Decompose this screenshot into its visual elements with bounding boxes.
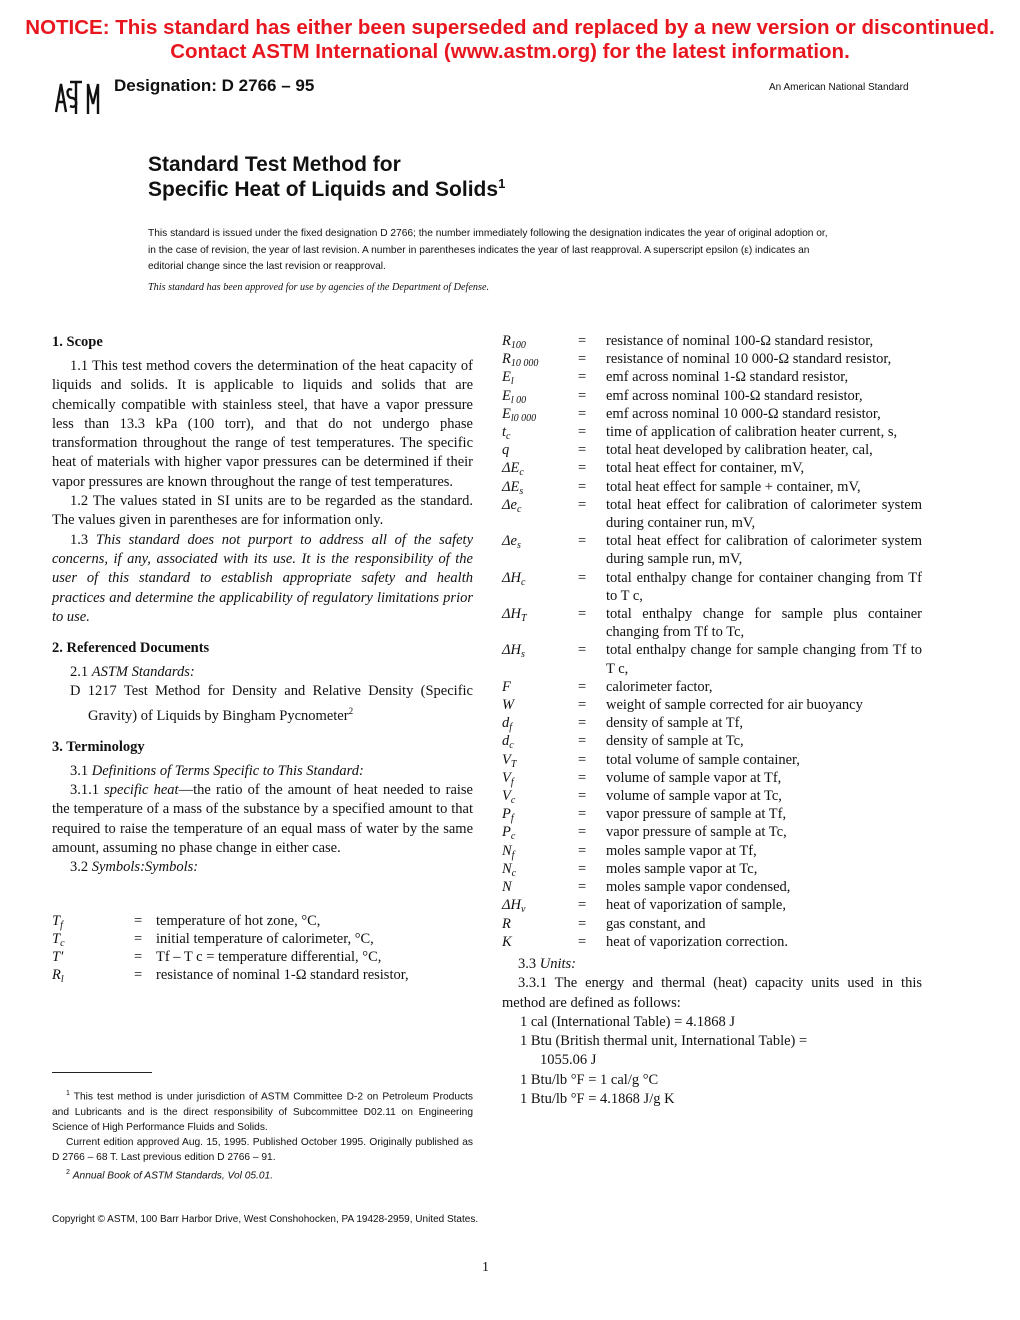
symbol-definition: Tf – T c = temperature differential, °C, xyxy=(156,948,382,965)
scope-1-3 xyxy=(52,531,473,627)
symbol xyxy=(502,569,578,605)
symbol-sub: c xyxy=(510,795,516,807)
symbol-main: Δe xyxy=(502,496,517,513)
symbol-definition: resistance of nominal 1-Ω standard resistor, xyxy=(156,966,409,983)
symbol-equals: = xyxy=(578,769,587,786)
symbol-main: V xyxy=(502,769,511,786)
symbol-row xyxy=(502,678,922,696)
symbol-main: ΔE xyxy=(502,460,520,477)
symbol-row xyxy=(52,948,473,966)
symbol-definition: resistance of nominal 100-Ω standard resistor, xyxy=(606,333,874,349)
symbol-equals: = xyxy=(578,369,587,386)
symbol-main: N xyxy=(502,879,512,896)
symbol-definition: heat of vaporization correction. xyxy=(606,933,788,950)
symbol-row xyxy=(52,930,473,948)
symbol-equals: = xyxy=(578,824,587,841)
symbol-definition: moles sample vapor at Tc, xyxy=(606,860,758,877)
left-column xyxy=(52,326,473,984)
symbol-equals: = xyxy=(134,912,143,929)
notice-line-2: Contact ASTM International (www.astm.org) for the latest information. xyxy=(170,40,850,63)
symbol-definition: moles sample vapor condensed, xyxy=(606,879,791,896)
symbol-equals: = xyxy=(578,442,587,459)
symbol-sub: T xyxy=(510,758,517,770)
footnote-1b: Current edition approved Aug. 15, 1995. Published October 1995. Originally published as D 2766 – 68 T. Last previous edition D 2766 – 91. xyxy=(52,1137,473,1164)
symbol-equals: = xyxy=(578,879,587,896)
symbol-equals: = xyxy=(578,460,587,477)
footnote-rule xyxy=(52,1072,152,1073)
scope-1-3-num: 1.3 xyxy=(70,531,96,548)
symbol-definition: calorimeter factor, xyxy=(606,678,713,695)
units-3-3-text: Units: xyxy=(539,955,576,972)
refdocs-heading: 2. Referenced Documents xyxy=(52,640,210,657)
symbol-definition: vapor pressure of sample at Tf, xyxy=(606,806,787,823)
terminology-3-1 xyxy=(52,762,473,781)
symbol-sub: c xyxy=(519,467,524,479)
symbol-main: F xyxy=(502,678,511,695)
footnote-2 xyxy=(52,1165,473,1184)
symbol-definition: density of sample at Tf, xyxy=(606,715,744,732)
terminology-3-1-1-text: —the ratio of the amount of heat needed to raise the temperature of a mass of the substance by a specified amount to that required to raise the temperature of an equal mass of water by the same amount, assuming no phase change in either case. xyxy=(52,782,473,857)
footnote-1-text: This test method is under jurisdiction of ASTM Committee D-2 on Petroleum Products and Lubricants and is the direct responsibility of Subcommittee D02.11 on Engineering Science of High Performance Fluids and Solids. xyxy=(52,1091,474,1133)
symbol-equals: = xyxy=(578,478,587,495)
symbol-main: ΔH xyxy=(502,642,521,659)
symbol-equals: = xyxy=(578,697,587,714)
unit-eq-cal: 1 cal (International Table) = 4.1868 J xyxy=(520,1013,736,1030)
scope-1-2: 1.2 The values stated in SI units are to be regarded as the standard. The values given in parentheses are for information only. xyxy=(52,493,473,529)
refdocs-d1217-fn: 2 xyxy=(348,705,354,716)
scope-1-3-text: This standard does not purport to address all of the safety concerns, if any, associated with its use. It is the responsibility of the user of this standard to establish appropriate safety and health practices and determine the applicability of regulatory limitations prior to use. xyxy=(52,531,474,625)
symbol-main: N xyxy=(502,842,512,859)
scope-heading: 1. Scope xyxy=(52,334,103,350)
symbol-row xyxy=(502,441,922,459)
symbol xyxy=(52,912,134,930)
symbol-row xyxy=(502,696,922,714)
symbol-row xyxy=(502,787,922,805)
symbol-definition: heat of vaporization of sample, xyxy=(606,897,786,914)
symbol-row xyxy=(502,496,922,532)
symbol-sub: c xyxy=(509,740,514,752)
unit-eq-btu-lb-1: 1 Btu/lb °F = 1 cal/g °C xyxy=(520,1071,659,1088)
symbol xyxy=(502,896,578,914)
units-3-3-1: 3.3.1 The energy and thermal (heat) capacity units used in this method are defined as follows: xyxy=(502,975,922,1011)
symbol xyxy=(502,933,578,951)
symbol-sub: c xyxy=(511,867,517,879)
symbol-equals: = xyxy=(578,387,587,404)
symbol-definition: resistance of nominal 10 000-Ω standard resistor, xyxy=(606,351,892,368)
symbol-sub: l xyxy=(60,973,64,985)
symbol-row xyxy=(502,878,922,896)
symbol-definition: total heat developed by calibration heater, cal, xyxy=(606,442,873,459)
symbol-definition: gas constant, and xyxy=(606,915,706,932)
unit-eq-btu-value: 1055.06 J xyxy=(540,1052,597,1069)
symbol-definition: emf across nominal 100-Ω standard resistor, xyxy=(606,387,863,404)
title-footnote-mark: 1 xyxy=(498,176,506,191)
symbol-sub: f xyxy=(510,813,514,825)
symbol-definition: initial temperature of calorimeter, °C, xyxy=(156,930,374,947)
symbol xyxy=(502,915,578,933)
title-line-1: Standard Test Method for xyxy=(148,153,401,176)
symbol-definition: volume of sample vapor at Tf, xyxy=(606,769,782,786)
footnote-2-mark: 2 xyxy=(66,1169,70,1177)
symbol-sub: 10 000 xyxy=(510,358,539,370)
symbol-row xyxy=(502,368,922,386)
symbol-row xyxy=(502,842,922,860)
symbol-sub: c xyxy=(520,576,526,588)
symbol-main: R xyxy=(502,333,511,349)
refdocs-d1217 xyxy=(70,682,473,725)
symbol-sub: v xyxy=(520,904,526,916)
symbol-equals: = xyxy=(578,642,587,659)
symbol-definition: total heat effect for sample + container, mV, xyxy=(606,478,861,495)
symbol-sub: 100 xyxy=(510,340,526,351)
symbol-equals: = xyxy=(578,533,587,550)
unit-eq-btu-lb-2: 1 Btu/lb °F = 4.1868 J/g K xyxy=(520,1090,675,1107)
symbol-definition: total enthalpy change for sample changing from Tf to T c, xyxy=(606,642,922,677)
symbol-sub: s xyxy=(519,485,524,497)
symbol-row xyxy=(502,532,922,568)
symbol-definition: vapor pressure of sample at Tc, xyxy=(606,824,787,841)
footnotes xyxy=(52,1086,473,1184)
symbol xyxy=(502,823,578,841)
symbol-equals: = xyxy=(578,897,587,914)
symbol xyxy=(502,496,578,532)
symbol xyxy=(502,532,578,568)
symbol-sub: f xyxy=(511,849,515,861)
symbol-row xyxy=(502,805,922,823)
symbol-main: R xyxy=(52,966,61,983)
symbol-row xyxy=(52,912,473,930)
symbol-definition: emf across nominal 10 000-Ω standard resistor, xyxy=(606,405,881,422)
american-national-standard: An American National Standard xyxy=(769,82,909,93)
symbol xyxy=(502,423,578,441)
symbol-definition: temperature of hot zone, °C, xyxy=(156,912,321,929)
symbol-row xyxy=(502,823,922,841)
symbol-main: E xyxy=(502,405,511,422)
symbol-row xyxy=(502,350,922,368)
symbol xyxy=(502,350,578,368)
terminology-3-1-text: Definitions of Terms Specific to This Standard: xyxy=(91,762,364,779)
symbol-sub: c xyxy=(516,503,522,515)
symbol-main: Δe xyxy=(502,533,517,550)
symbol-main: R xyxy=(502,915,511,932)
symbol-definition: weight of sample corrected for air buoyancy xyxy=(606,697,863,714)
symbol xyxy=(502,805,578,823)
symbol-sub: l xyxy=(510,376,514,388)
symbol xyxy=(502,478,578,496)
terminology-3-2-num: 3.2 xyxy=(70,859,92,876)
symbol-definition: moles sample vapor at Tf, xyxy=(606,842,757,859)
symbol-equals: = xyxy=(578,806,587,823)
symbol xyxy=(502,769,578,787)
symbol-main: T′ xyxy=(52,948,64,965)
symbol-main: t xyxy=(502,424,507,441)
units-section xyxy=(502,955,922,1109)
symbol xyxy=(502,787,578,805)
symbol-row xyxy=(502,915,922,933)
symbol-main: ΔH xyxy=(502,897,521,914)
symbol xyxy=(502,332,578,350)
symbol xyxy=(502,678,578,696)
footnote-1-mark: 1 xyxy=(66,1090,70,1097)
symbol-row xyxy=(502,933,922,951)
symbol-equals: = xyxy=(578,606,587,623)
symbol-sub: c xyxy=(510,831,516,843)
refdocs-d1217-text: D 1217 Test Method for Density and Relative Density (Specific Gravity) of Liquids by Bingham Pycnometer xyxy=(70,683,473,724)
symbol-equals: = xyxy=(578,333,587,349)
symbol-row xyxy=(502,423,922,441)
symbol-sub: c xyxy=(506,431,511,443)
scope-1-1: 1.1 This test method covers the determination of the heat capacity of liquids and solids. It is applicable to liquids and solids that are chemically compatible with stainless steel, that have a vapor pressure less than 13.3 kPa (100 torr), and that do not undergo phase transformation throughout the range of test temperatures. The specific heat of materials with higher vapor pressures can be determined if their vapor pressures are known throughout the range of test temperatures. xyxy=(52,358,473,490)
symbol-equals: = xyxy=(578,915,587,932)
symbol-row xyxy=(502,896,922,914)
symbol xyxy=(502,387,578,405)
symbol-equals: = xyxy=(578,860,587,877)
units-3-3 xyxy=(518,955,922,974)
symbol xyxy=(502,441,578,459)
refdocs-2-1-num: 2.1 xyxy=(70,664,92,681)
symbol-equals: = xyxy=(578,351,587,368)
symbol-definition: total enthalpy change for sample plus container changing from Tf to Tc, xyxy=(606,606,922,641)
symbol xyxy=(502,860,578,878)
symbol xyxy=(502,405,578,423)
footnote-1 xyxy=(52,1086,473,1135)
symbol-equals: = xyxy=(134,948,143,965)
symbol-sub: s xyxy=(516,540,521,552)
title-line-2 xyxy=(148,176,505,202)
symbol-equals: = xyxy=(578,678,587,695)
symbol-equals: = xyxy=(578,788,587,805)
symbol-equals: = xyxy=(578,496,587,513)
symbol-definition: density of sample at Tc, xyxy=(606,733,744,750)
symbol-definition: volume of sample vapor at Tc, xyxy=(606,788,782,805)
refdocs-2-1 xyxy=(52,663,473,682)
symbol-equals: = xyxy=(578,933,587,950)
footnote-2-text: Annual Book of ASTM Standards, Vol 05.01. xyxy=(72,1170,274,1182)
specific-heat-term: specific heat xyxy=(104,782,179,799)
terminology-3-1-1 xyxy=(52,781,473,858)
symbol-sub: f xyxy=(60,919,63,931)
symbol xyxy=(502,696,578,714)
symbol-row xyxy=(502,459,922,477)
issuance-note: This standard is issued under the fixed designation D 2766; the number immediately following the designation indicates the year of original adoption or, in the case of revision, the year of last revision. A number in parentheses indicates the year of last reapproval. A superscript epsilon (ε) indicates an editorial change since the last revision or reapproval. xyxy=(148,228,828,272)
symbol-row xyxy=(502,405,922,423)
symbol-main: E xyxy=(502,369,511,386)
symbols-left-list xyxy=(52,912,473,984)
symbol-definition: total volume of sample container, xyxy=(606,751,800,768)
copyright: Copyright © ASTM, 100 Barr Harbor Drive, West Conshohocken, PA 19428-2959, United States. xyxy=(52,1214,479,1225)
symbol-sub: l 00 xyxy=(510,394,527,406)
symbol-definition: total heat effect for calibration of calorimeter system during container run, mV, xyxy=(606,496,922,532)
symbol-main: ΔH xyxy=(502,569,521,586)
symbol-equals: = xyxy=(134,966,143,983)
notice-line-1: NOTICE: This standard has either been superseded and replaced by a new version or discontinued. xyxy=(25,16,995,39)
unit-eq-btu: 1 Btu (British thermal unit, International Table) = xyxy=(520,1033,808,1050)
symbol-main: V xyxy=(502,788,511,805)
symbol-row xyxy=(52,966,473,984)
symbol xyxy=(502,459,578,477)
symbol-equals: = xyxy=(134,930,143,947)
symbol-row xyxy=(502,860,922,878)
symbol-main: V xyxy=(502,751,511,768)
symbol-definition: total enthalpy change for container changing from Tf to T c, xyxy=(606,569,922,604)
symbol-main: q xyxy=(502,442,510,459)
symbol-row xyxy=(502,641,922,677)
symbol-equals: = xyxy=(578,751,587,768)
symbol-row xyxy=(502,769,922,787)
symbol-sub: s xyxy=(520,649,525,661)
symbol-row xyxy=(502,751,922,769)
symbol-main: P xyxy=(502,824,511,841)
symbol xyxy=(502,842,578,860)
symbol-sub: T xyxy=(520,613,527,625)
symbol-equals: = xyxy=(578,424,587,441)
refdocs-2-1-text: ASTM Standards: xyxy=(91,664,195,681)
symbol xyxy=(502,732,578,750)
symbol-row xyxy=(502,605,922,641)
terminology-heading: 3. Terminology xyxy=(52,738,145,755)
symbol xyxy=(52,930,134,948)
symbol-sub: f xyxy=(509,722,513,734)
symbol-definition: emf across nominal 1-Ω standard resistor, xyxy=(606,369,849,386)
symbol-equals: = xyxy=(578,405,587,422)
symbol xyxy=(502,714,578,732)
symbol-main: d xyxy=(502,733,510,750)
symbol-sub: f xyxy=(510,776,514,788)
symbol-row xyxy=(502,332,922,350)
symbol xyxy=(52,966,134,984)
symbol-row xyxy=(502,569,922,605)
symbol xyxy=(52,948,134,966)
symbol xyxy=(502,368,578,386)
symbol-row xyxy=(502,732,922,750)
symbol-equals: = xyxy=(578,569,587,586)
units-3-3-num: 3.3 xyxy=(518,955,540,972)
symbol-main: P xyxy=(502,806,511,823)
symbol-main: R xyxy=(502,351,511,368)
terminology-3-2-text: Symbols:Symbols: xyxy=(91,859,199,876)
title-text: Specific Heat of Liquids and Solids xyxy=(148,178,499,201)
dod-approval-note: This standard has been approved for use by agencies of the Department of Defense. xyxy=(148,282,490,293)
symbol-row xyxy=(502,714,922,732)
symbol xyxy=(502,878,578,896)
right-column xyxy=(502,332,922,1109)
symbol-equals: = xyxy=(578,842,587,859)
symbol-main: W xyxy=(502,697,515,714)
symbol-main: d xyxy=(502,715,510,732)
symbol-main: ΔE xyxy=(502,478,520,495)
astm-logo xyxy=(52,63,102,120)
symbol-row xyxy=(502,387,922,405)
symbol-main: T xyxy=(52,912,61,929)
symbols-right-list xyxy=(502,332,922,951)
symbol-equals: = xyxy=(578,733,587,750)
symbol xyxy=(502,605,578,641)
symbol-main: N xyxy=(502,860,512,877)
symbol xyxy=(502,751,578,769)
terminology-3-2 xyxy=(52,858,473,877)
symbol-main: ΔH xyxy=(502,606,521,623)
designation: Designation: D 2766 – 95 xyxy=(114,76,315,95)
svg-text:ASTM: ASTM xyxy=(52,63,97,80)
symbol-definition: time of application of calibration heater current, s, xyxy=(606,424,898,441)
symbol-sub: c xyxy=(60,937,65,949)
terminology-3-1-num: 3.1 xyxy=(70,762,92,779)
symbol-sub: l0 000 xyxy=(510,412,537,424)
symbol-main: K xyxy=(502,933,512,950)
page-number: 1 xyxy=(482,1260,489,1275)
symbol-equals: = xyxy=(578,715,587,732)
symbol-row xyxy=(502,478,922,496)
symbol-definition: total heat effect for container, mV, xyxy=(606,460,805,477)
symbol xyxy=(502,641,578,677)
symbol-main: T xyxy=(52,930,61,947)
terminology-3-1-1-num: 3.1.1 xyxy=(70,782,105,799)
symbol-definition: total heat effect for calibration of calorimeter system during sample run, mV, xyxy=(606,533,922,568)
symbol-main: E xyxy=(502,387,511,404)
